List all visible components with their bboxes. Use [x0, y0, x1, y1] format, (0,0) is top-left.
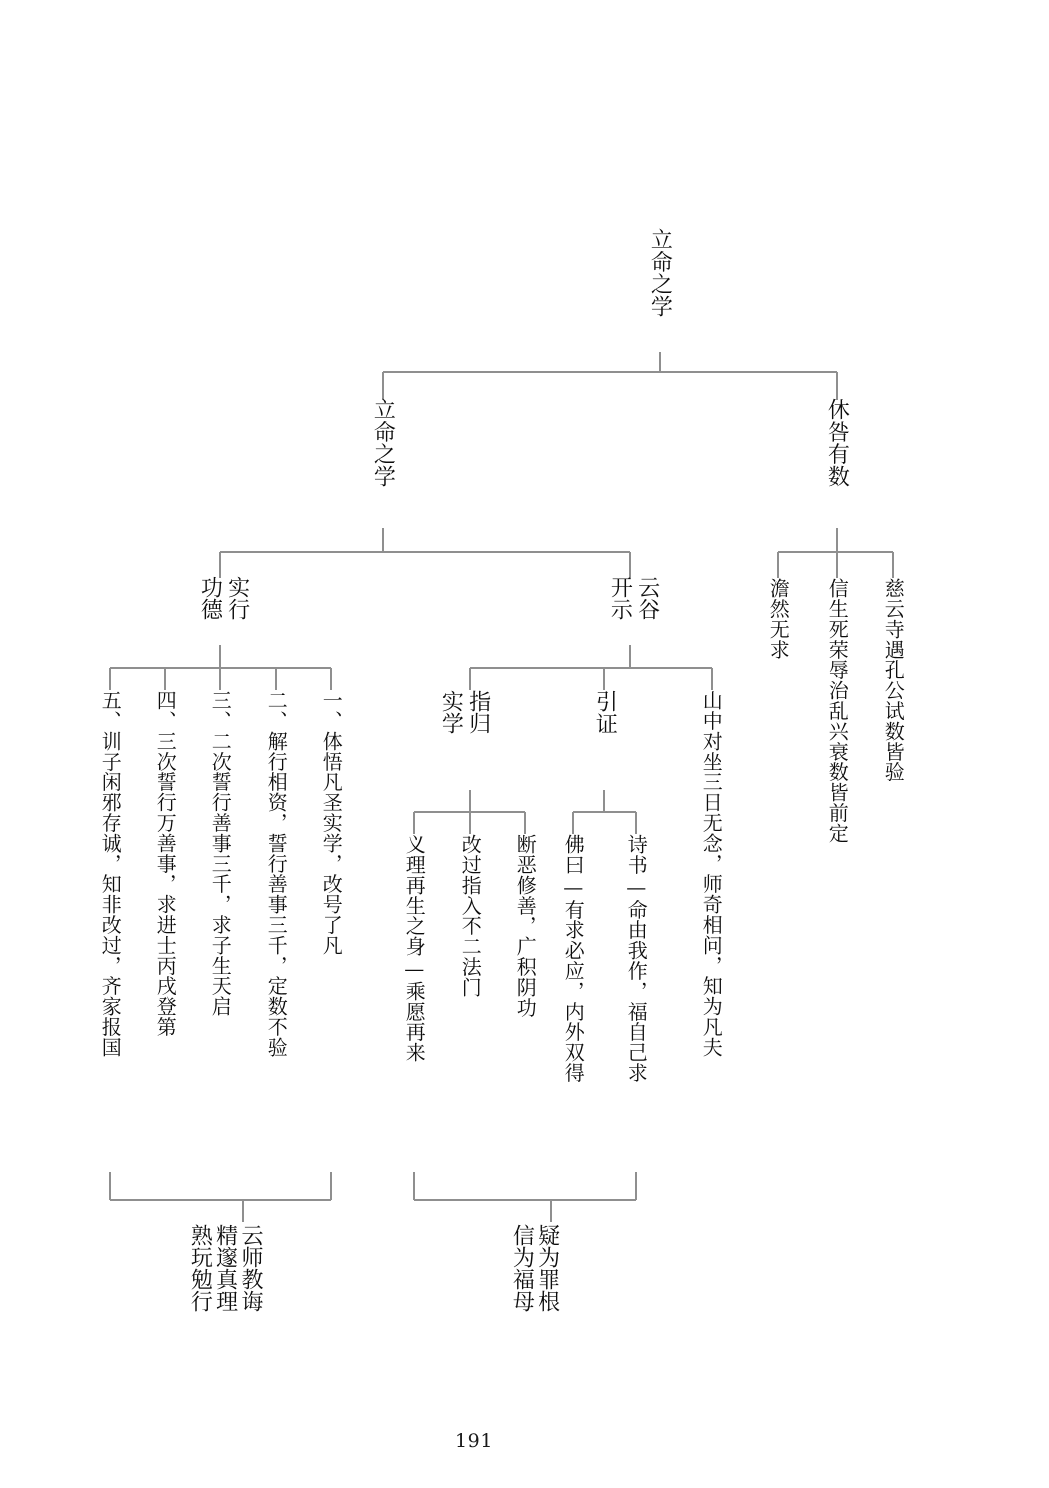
- node-gongde-summary-1: 云师教诲: [237, 1224, 263, 1312]
- node-yungu-summary-1: 疑为罪根: [534, 1224, 560, 1312]
- node-zhigui-item-yili: 义理再生之身—乘愿再来: [402, 834, 427, 1063]
- node-gongde-item-3: 三、二次誓行善事三千，求子生天启: [208, 690, 233, 1017]
- node-gongde-item-4: 四、三次誓行万善事，求进士丙戌登第: [153, 690, 178, 1037]
- node-gongde-item-5: 五、训子闲邪存诚，知非改过，齐家报国: [98, 690, 123, 1058]
- node-yungu-summary: [508, 1224, 559, 1312]
- node-yungu-summary-2: 信为福母: [509, 1224, 535, 1312]
- node-root: 立命之学: [647, 228, 673, 318]
- node-zhigui-shixue-col-left: 实学: [438, 690, 464, 734]
- node-shixing-gongde: [194, 576, 249, 620]
- node-xiujiu-youshu: 休咎有数: [824, 398, 850, 488]
- node-gongde-item-2: 二、解行相资，誓行善事三千，定数不验: [264, 690, 289, 1058]
- node-gongde-summary-3: 熟玩勉行: [187, 1224, 213, 1312]
- node-yungu-kaishi-col-left: 开示: [607, 576, 633, 620]
- node-yungu-kaishi-col-right: 云谷: [634, 576, 660, 620]
- node-zhigui-shixue-col-right: 指归: [465, 690, 491, 734]
- node-gongde-summary: [186, 1224, 262, 1312]
- node-yungu-kaishi: [604, 576, 659, 620]
- node-shanzhong-duizuo: 山中对坐三日无念，师奇相问，知为凡夫: [699, 690, 724, 1058]
- node-yinzheng-item-fo: 佛曰—有求必应，内外双得: [561, 834, 586, 1083]
- node-danran-wuqiu: 澹然无求: [766, 578, 791, 660]
- node-ciyunsi: 慈云寺遇孔公试数皆验: [881, 578, 906, 782]
- node-zhigui-item-gaiguo: 改过指入不二法门: [458, 834, 483, 998]
- node-gongde-summary-2: 精邃真理: [212, 1224, 238, 1312]
- node-gongde-item-1: 一、体悟凡圣实学，改号了凡: [319, 690, 344, 956]
- node-liming-zhi-xue: 立命之学: [370, 398, 396, 488]
- node-xinshengsi: 信生死荣辱治乱兴衰数皆前定: [825, 578, 850, 844]
- node-yinzheng-item-shishu: 诗书—命由我作，福自己求: [624, 834, 649, 1083]
- node-shixing-gongde-col-right: 实行: [224, 576, 250, 620]
- node-zhigui-item-duane: 断恶修善，广积阴功: [513, 834, 538, 1018]
- node-zhigui-shixue: [435, 690, 490, 734]
- page-number: 191: [455, 1430, 493, 1452]
- node-shixing-gongde-col-left: 功德: [197, 576, 223, 620]
- node-yinzheng: 引证: [592, 690, 618, 735]
